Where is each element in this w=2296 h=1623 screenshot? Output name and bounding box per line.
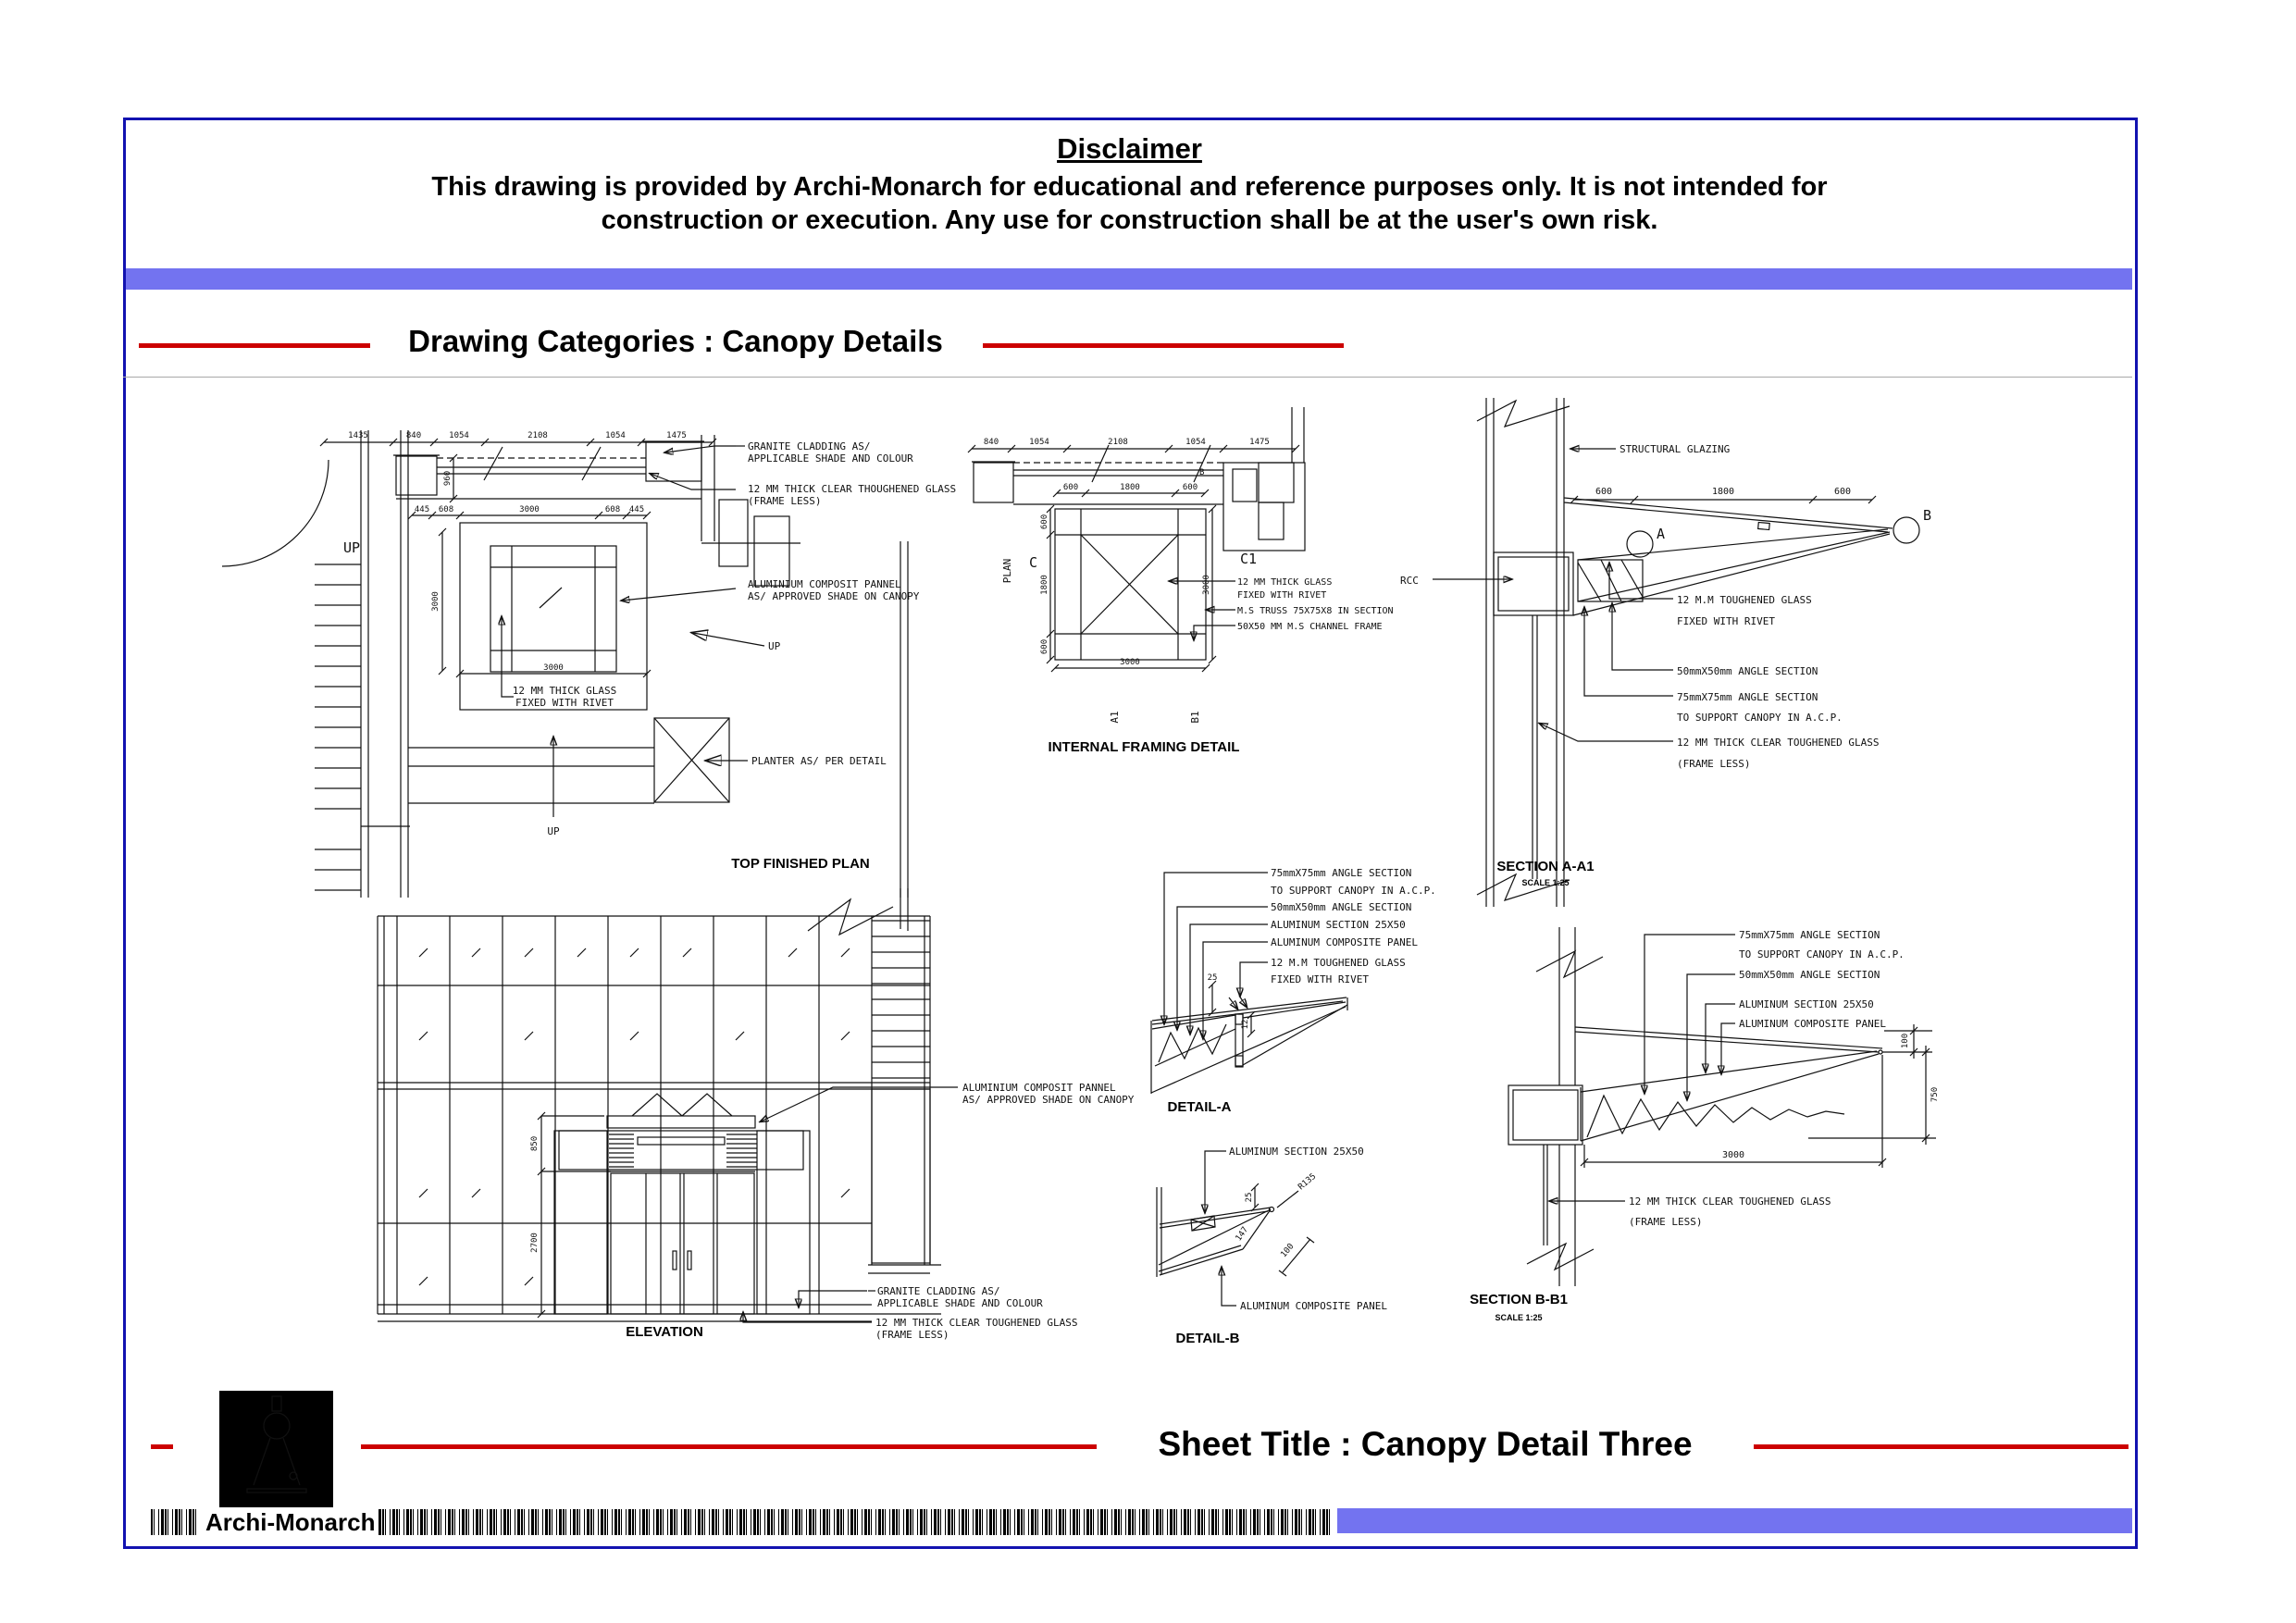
category-rule-left — [139, 343, 370, 348]
grid-label: C1 — [1240, 551, 1258, 567]
labels — [984, 438, 1394, 755]
annotation: TO SUPPORT CANOPY IN A.C.P. — [1271, 885, 1436, 897]
annotation: 50mmX50mm ANGLE SECTION — [1677, 665, 1818, 677]
annotation: TO SUPPORT CANOPY IN A.C.P. — [1739, 948, 1905, 960]
annotation: (FRAME LESS) — [875, 1329, 949, 1341]
dim-label: 608 — [438, 505, 454, 514]
annotation: 50mmX50mm ANGLE SECTION — [1739, 969, 1880, 981]
annotation: 75mmX75mm ANGLE SECTION — [1739, 929, 1880, 941]
annotation: AS/ APPROVED SHADE ON CANOPY — [962, 1094, 1135, 1106]
dim-label: 960 — [443, 470, 453, 487]
dim-label: 445 — [628, 505, 645, 514]
drawing-title: ELEVATION — [626, 1324, 703, 1340]
dim-label: 3000 — [1120, 658, 1140, 667]
annotation: (FRAME LESS) — [748, 495, 822, 507]
dim-label: 3000 — [543, 663, 564, 673]
annotation: ALUMINUM SECTION 25X50 — [1271, 919, 1406, 931]
dim-label: R135 — [1297, 1171, 1319, 1193]
annotation: 50mmX50mm ANGLE SECTION — [1271, 901, 1412, 913]
barcode-main — [354, 1509, 1331, 1535]
labels — [1176, 1146, 1388, 1346]
annotation: GRANITE CLADDING AS/ — [877, 1285, 1000, 1297]
annotation: (FRAME LESS) — [1629, 1216, 1703, 1228]
top-finished-plan-drawing — [208, 393, 962, 898]
drawing-title: DETAIL-B — [1175, 1331, 1240, 1346]
annotation: ALUMINUM COMPOSITE PANEL — [1739, 1018, 1886, 1030]
annotation: ALUMINUM SECTION 25X50 — [1229, 1146, 1364, 1158]
grid-label: C — [1029, 554, 1038, 571]
labels — [1470, 929, 1940, 1322]
dim-label: 600 — [1833, 487, 1852, 497]
annotation: ALUMINIUM COMPOSIT PANNEL — [748, 578, 901, 590]
dim-label: 850 — [530, 1135, 540, 1152]
dim-label: 100 — [1901, 1033, 1910, 1049]
annotation: 12 MM THICK CLEAR TOUGHENED GLASS — [875, 1317, 1078, 1329]
brand-name: Archi-Monarch — [202, 1508, 379, 1537]
annotation: M.S TRUSS 75X75X8 IN SECTION — [1237, 606, 1394, 616]
drawing-title: DETAIL-A — [1167, 1099, 1232, 1115]
annotation: ALUMINIUM COMPOSIT PANNEL — [962, 1082, 1116, 1094]
dim-label: 1475 — [666, 431, 687, 440]
elevation-drawing — [208, 888, 1157, 1388]
dim-label: 3000 — [1721, 1150, 1745, 1160]
archi-monarch-logo — [219, 1391, 333, 1507]
dim-label: 1800 — [1120, 483, 1140, 492]
grid-label: B — [1199, 468, 1205, 477]
dim-label: 840 — [405, 431, 422, 440]
footer-rule-dash — [151, 1444, 173, 1449]
footer-rule-left — [361, 1444, 1097, 1449]
annotation: 75mmX75mm ANGLE SECTION — [1677, 691, 1818, 703]
footer-rule-right — [1754, 1444, 2128, 1449]
dim-label: 1054 — [449, 431, 469, 440]
drawing-title: SECTION A-A1 — [1496, 859, 1595, 874]
section-a-a1-drawing — [1388, 393, 1980, 916]
line-work — [378, 888, 958, 1322]
bubble-label: A — [1657, 526, 1666, 542]
dim-label: 147 — [1234, 1225, 1251, 1244]
bottom-accent-bar — [1337, 1508, 2132, 1533]
annotation: APPLICABLE SHADE AND COLOUR — [748, 452, 913, 465]
line-work — [1433, 398, 1919, 907]
annotation: STRUCTURAL GLAZING — [1620, 443, 1731, 455]
annotation: FIXED WITH RIVET — [1237, 590, 1327, 601]
annotation: ALUMINUM SECTION 25X50 — [1739, 998, 1874, 1010]
dim-label: 600 — [1040, 638, 1049, 655]
annotation: (FRAME LESS) — [1677, 758, 1751, 770]
labels — [343, 431, 956, 872]
dim-label: 2108 — [1108, 438, 1128, 447]
annotation: 12 MM THICK CLEAR TOUGHENED GLASS — [1629, 1196, 1831, 1208]
section-b-b1-drawing — [1462, 916, 2147, 1323]
annotation: 75mmX75mm ANGLE SECTION — [1271, 867, 1412, 879]
barcode-left — [151, 1509, 199, 1535]
labels — [1168, 867, 1436, 1115]
annotation: FIXED WITH RIVET — [1271, 973, 1369, 985]
line-work — [1508, 927, 1936, 1286]
top-accent-bar — [126, 268, 2132, 290]
dim-label: 25 — [1207, 973, 1218, 983]
sheet-title: Sheet Title : Canopy Detail Three — [1158, 1425, 1693, 1463]
compass-icon — [219, 1391, 333, 1507]
disclaimer-line2: construction or execution. Any use for construction shall be at the user's own risk. — [601, 205, 1658, 235]
dim-label: 3000 — [1202, 575, 1211, 595]
grid-label: PLAN — [1001, 558, 1013, 584]
labels — [530, 1082, 1135, 1341]
header-divider — [123, 377, 2132, 378]
up-label: UP — [343, 539, 361, 556]
dim-label: 1435 — [348, 431, 368, 440]
dim-label: 25 — [1245, 1192, 1254, 1203]
dim-label: 100 — [1279, 1242, 1297, 1260]
dim-label: 1800 — [1040, 575, 1049, 595]
grid-label: B1 — [1189, 711, 1201, 724]
internal-framing-detail-drawing — [962, 393, 1462, 805]
annotation: 12 MM THICK CLEAR TOUGHENED GLASS — [1677, 737, 1880, 749]
dim-label: 600 — [1040, 514, 1049, 530]
disclaimer-title: Disclaimer — [1057, 132, 1202, 165]
dim-label: 1054 — [605, 431, 626, 440]
annotation: 12 M.M TOUGHENED GLASS — [1271, 957, 1406, 969]
annotation: ALUMINUM COMPOSITE PANEL — [1271, 936, 1418, 948]
drawing-scale: SCALE 1:25 — [1495, 1313, 1543, 1322]
bubble-label: B — [1923, 507, 1932, 524]
annotation: GRANITE CLADDING AS/ — [748, 440, 871, 452]
dim-label: 1054 — [1185, 438, 1206, 447]
category-rule-right — [983, 343, 1344, 348]
dim-label: 2108 — [527, 431, 548, 440]
labels — [1400, 443, 1931, 887]
rcc-label: RCC — [1400, 575, 1419, 587]
annotation: TO SUPPORT CANOPY IN A.C.P. — [1677, 712, 1843, 724]
annotation: 12 MM THICK GLASS — [1237, 577, 1333, 588]
dim-label: 840 — [983, 438, 999, 447]
drawing-title: INTERNAL FRAMING DETAIL — [1048, 739, 1240, 755]
drawing-title: TOP FINISHED PLAN — [731, 856, 870, 872]
grid-label: A1 — [1109, 711, 1121, 724]
dim-label: 1054 — [1029, 438, 1049, 447]
annotation: FIXED WITH RIVET — [515, 697, 614, 709]
line-work — [1157, 1151, 1314, 1306]
dim-label: 2700 — [530, 1233, 540, 1253]
annotation: APPLICABLE SHADE AND COLOUR — [877, 1297, 1043, 1309]
disclaimer-line1: This drawing is provided by Archi-Monarch for educational and reference purposes only. It is not intended for — [431, 172, 1828, 202]
drawing-scale: SCALE 1:25 — [1521, 878, 1570, 887]
dim-label: 608 — [604, 505, 621, 514]
annotation: 50X50 MM M.S CHANNEL FRAME — [1237, 622, 1383, 632]
dim-label: 445 — [414, 505, 430, 514]
annotation: AS/ APPROVED SHADE ON CANOPY — [748, 590, 920, 602]
dim-label: 750 — [1930, 1086, 1940, 1103]
dim-label: 600 — [1595, 487, 1613, 497]
dim-label: 1800 — [1711, 487, 1735, 497]
dim-label: 3000 — [431, 591, 441, 612]
annotation: ALUMINUM COMPOSITE PANEL — [1240, 1300, 1387, 1312]
annotation: FIXED WITH RIVET — [1677, 615, 1775, 627]
dim-label: 600 — [1062, 483, 1079, 492]
category-heading: Drawing Categories : Canopy Details — [408, 324, 943, 358]
annotation: 12 M.M TOUGHENED GLASS — [1677, 594, 1812, 606]
annotation: PLANTER AS/ PER DETAIL — [751, 755, 887, 767]
dim-label: 600 — [1182, 483, 1198, 492]
dim-label: 12 — [1241, 1019, 1250, 1030]
dim-label: 1475 — [1249, 438, 1270, 447]
up-label: UP — [547, 825, 560, 837]
annotation: UP — [768, 640, 781, 652]
drawing-title: SECTION B-B1 — [1470, 1292, 1568, 1307]
dim-label: 3000 — [519, 505, 540, 514]
annotation: 12 MM THICK CLEAR THOUGHENED GLASS — [748, 483, 957, 495]
annotation: 12 MM THICK GLASS — [512, 685, 617, 697]
